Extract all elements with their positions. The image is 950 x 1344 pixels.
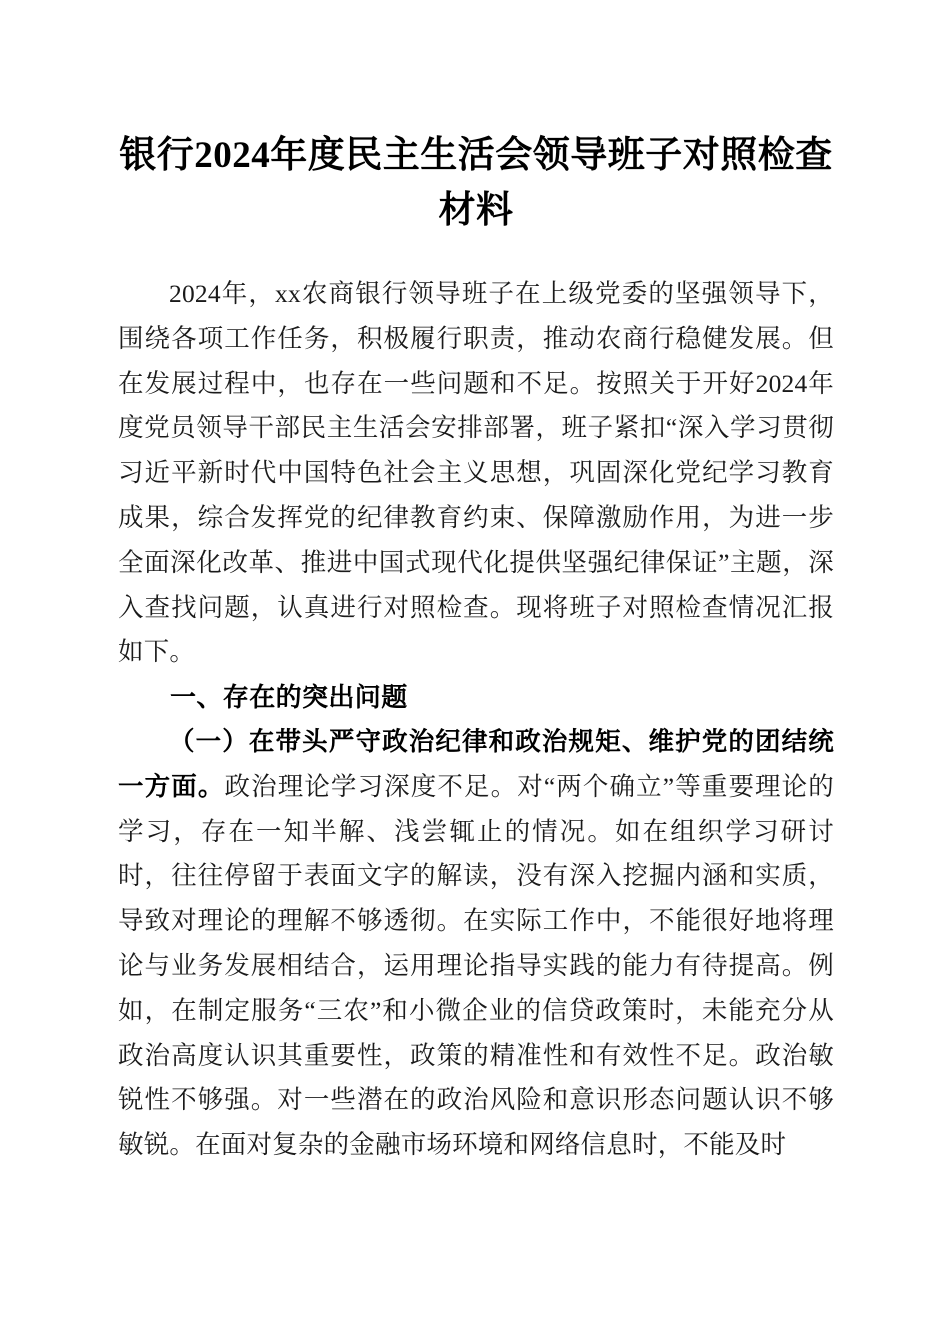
document-body [118,272,834,1168]
intro-paragraph: 2024年，xx农商银行领导班子在上级党委的坚强领导下，围绕各项工作任务，积极履行职责，推动农商行稳健发展。但在发展过程中，也存在一些问题和不足。按照关于开好2024年度党员领导干部民主生活会安排部署，班子紧扣“深入学习贯彻习近平新时代中国特色社会主义思想，巩固深化党纪学习教育成果，综合发挥党的纪律教育约束、保障激励作用，为进一步全面深化改革、推进中国式现代化提供坚强纪律保证”主题，深入查找问题，认真进行对照检查。现将班子对照检查情况汇报如下。 [118,279,834,667]
page-title: 银行2024年度民主生活会领导班子对照检查材料 [119,135,833,231]
subsection-one-body: 政治理论学习深度不足。对“两个确立”等重要理论的学习，存在一知半解、浅尝辄止的情况。如在组织学习研讨时，往往停留于表面文字的解读，没有深入挖掘内涵和实质，导致对理论的理解不够透彻。在实际工作中，不能很好地将理论与业务发展相结合，运用理论指导实践的能力有待提高。例如，在制定服务“三农”和小微企业的信贷政策时，未能充分从政治高度认识其重要性，政策的精准性和有效性不足。政治敏锐性不够强。对一些潜在的政治风险和意识形态问题认识不够敏锐。在面对复杂的金融市场环境和网络信息时，不能及时 [118,771,834,1160]
document-content [118,0,834,1168]
section-heading-one: 一、存在的突出问题 [170,682,408,713]
subsection-one-paragraph [118,720,834,1168]
subsection-one-lead: （一）在带头严守政治纪律和政治规矩、维护党的团结统一方面。 [118,726,834,801]
